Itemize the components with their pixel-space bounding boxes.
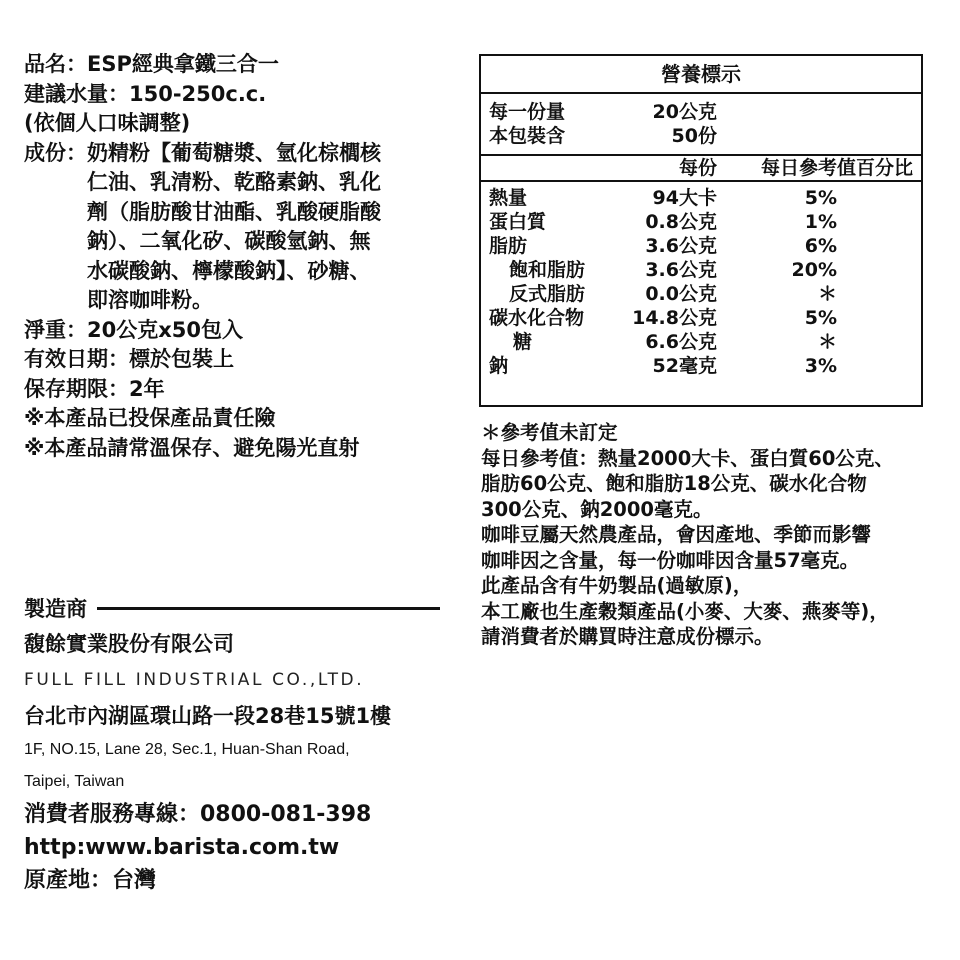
manufacturer-heading xyxy=(24,590,464,626)
nutrient-amount: 14.8公克 xyxy=(632,307,717,329)
manufacturer-name-en: FULL FILL INDUSTRIAL CO.,LTD. xyxy=(24,670,365,690)
heading-divider xyxy=(97,607,440,610)
servings-value: 50份 xyxy=(671,125,717,147)
nutrient-daily-pct: 6% xyxy=(804,235,837,257)
nutrient-row xyxy=(481,186,921,210)
nutrient-row xyxy=(481,330,921,354)
nutrient-amount: 6.6公克 xyxy=(645,331,717,353)
nutrient-daily-pct: ＊ xyxy=(817,331,837,353)
ingredients-line: 奶精粉【葡萄糖漿、氫化棕櫚核 xyxy=(87,140,381,165)
nutrition-table xyxy=(479,54,923,407)
nutrient-name: 碳水化合物 xyxy=(489,307,585,329)
ingredients-label: 成份： xyxy=(24,140,87,165)
note-line: 請消費者於購買時注意成份標示。 xyxy=(481,625,774,648)
note-line: 脂肪60公克、飽和脂肪18公克、碳水化合物 xyxy=(481,472,867,495)
note-line: 咖啡豆屬天然農產品，會因產地、季節而影響 xyxy=(481,523,872,546)
ingredients-list xyxy=(87,139,449,316)
column-per-serving: 每份 xyxy=(678,157,717,179)
nutrient-daily-pct: 20% xyxy=(791,259,837,281)
nutrient-amount: 0.8公克 xyxy=(645,211,717,233)
nutrient-daily-pct: 5% xyxy=(804,187,837,209)
column-daily-value: 每日參考值百分比 xyxy=(760,157,913,179)
nutrient-name: 糖 xyxy=(513,331,533,353)
manufacturer-address: 台北市內湖區環山路一段28巷15號1樓 xyxy=(24,704,392,728)
manufacturer-address-en-line2: Taipei, Taiwan xyxy=(24,773,125,790)
manufacturer-name: 馥餘實業股份有限公司 xyxy=(24,632,234,656)
water-suggestion: 建議水量：150-250c.c. xyxy=(24,81,267,106)
manufacturer-address-en-line1: 1F, NO.15, Lane 28, Sec.1, Huan-Shan Road, xyxy=(24,741,350,758)
manufacturer-heading-label: 製造商 xyxy=(24,597,87,621)
servings-row xyxy=(481,124,921,148)
nutrient-amount: 94大卡 xyxy=(652,187,717,209)
insurance-note: ※本產品已投保產品責任險 xyxy=(24,406,276,430)
country-of-origin: 原產地：台灣 xyxy=(24,868,157,893)
manufacturer-block xyxy=(24,590,464,897)
consumer-hotline: 消費者服務專線：0800-081-398 xyxy=(24,802,372,827)
nutrient-name: 鈉 xyxy=(489,355,509,377)
expiry-date: 有效日期：標於包裝上 xyxy=(24,347,234,371)
servings-label: 本包裝含 xyxy=(489,125,566,147)
nutrient-row xyxy=(481,234,921,258)
nutrition-notes xyxy=(481,420,941,650)
ingredients-line: 仁油、乳清粉、乾酪素鈉、乳化 xyxy=(87,170,381,194)
nutrient-amount: 3.6公克 xyxy=(645,259,717,281)
note-line: 每日參考值：熱量2000大卡、蛋白質60公克、 xyxy=(481,446,894,470)
nutrient-name: 蛋白質 xyxy=(489,211,547,233)
product-name: 品名：ESP經典拿鐵三合一 xyxy=(24,52,279,76)
nutrient-amount: 3.6公克 xyxy=(645,235,717,257)
storage-note: ※本產品請常溫保存、避免陽光直射 xyxy=(24,435,360,460)
ingredients-line: 鈉）、二氧化矽、碳酸氫鈉、無 xyxy=(87,229,371,253)
nutrient-row xyxy=(481,210,921,234)
serving-size-label: 每一份量 xyxy=(489,101,566,123)
ingredients xyxy=(24,139,464,316)
nutrient-name: 反式脂肪 xyxy=(509,283,586,305)
nutrient-daily-pct: ＊ xyxy=(817,283,837,305)
ingredients-line: 即溶咖啡粉。 xyxy=(87,288,213,312)
serving-info xyxy=(481,94,921,156)
nutrient-name: 飽和脂肪 xyxy=(509,259,586,281)
ingredients-line: 水碳酸鈉、檸檬酸鈉】、砂糖、 xyxy=(87,258,371,283)
nutrient-row xyxy=(481,306,921,330)
shelf-life: 保存期限：2年 xyxy=(24,376,165,401)
nutrient-name: 脂肪 xyxy=(489,235,528,257)
nutrient-daily-pct: 3% xyxy=(804,355,837,377)
ingredients-line: 劑（脂肪酸甘油酯、乳酸硬脂酸 xyxy=(87,199,381,224)
note-line: 此產品含有牛奶製品(過敏原)， xyxy=(481,574,753,597)
note-line: 300公克、鈉2000毫克。 xyxy=(481,497,713,521)
serving-size-value: 20公克 xyxy=(652,101,717,123)
nutrition-column-headers xyxy=(481,156,921,182)
nutrient-daily-pct: 5% xyxy=(804,307,837,329)
nutrient-amount: 52毫克 xyxy=(652,355,717,377)
note-line: ＊參考值未訂定 xyxy=(481,421,618,444)
website: http:www.barista.com.tw xyxy=(24,835,340,860)
nutrient-row xyxy=(481,282,921,306)
note-line: 本工廠也生產穀類產品(小麥、大麥、燕麥等)， xyxy=(481,599,889,623)
nutrient-daily-pct: 1% xyxy=(804,211,837,233)
product-info xyxy=(24,50,464,463)
nutrient-amount: 0.0公克 xyxy=(645,283,717,305)
note-line: 咖啡因之含量，每一份咖啡因含量57毫克。 xyxy=(481,548,860,572)
nutrient-row xyxy=(481,258,921,282)
net-weight: 淨重：20公克x50包入 xyxy=(24,317,243,342)
nutrient-name: 熱量 xyxy=(489,187,528,209)
nutrient-row xyxy=(481,354,921,378)
nutrient-rows xyxy=(481,182,921,378)
nutrition-title: 營養標示 xyxy=(481,56,921,94)
water-note: (依個人口味調整) xyxy=(24,111,191,135)
serving-size-row xyxy=(481,100,921,124)
